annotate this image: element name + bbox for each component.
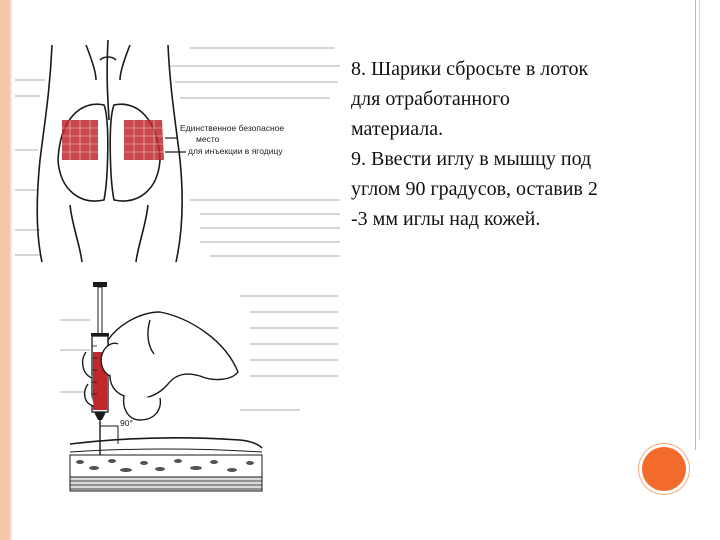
safe-site-label-line2: место: [196, 134, 220, 144]
label-arrows: [165, 138, 186, 152]
injection-illustration: [0, 0, 345, 540]
tissue-layers: [70, 438, 262, 491]
right-decor-line-2: [699, 0, 700, 440]
safe-site-label-line1: Единственное безопасное: [180, 123, 285, 133]
right-decor-line: [695, 0, 696, 450]
safe-zone-left: [62, 120, 98, 160]
safe-zone-right: [124, 120, 164, 160]
safe-site-label-line3: для инъекции в ягодицу: [188, 146, 283, 156]
angle-label: 90°: [120, 418, 133, 428]
decor-orange-circle: [642, 447, 686, 491]
slide-body-text: 8. Шарики сбросьте в лоток для отработанного материала. 9. Ввести иглу в мышцу под углом 90 градусов, оставив 2 -3 мм иглы над кожей.: [351, 58, 598, 230]
